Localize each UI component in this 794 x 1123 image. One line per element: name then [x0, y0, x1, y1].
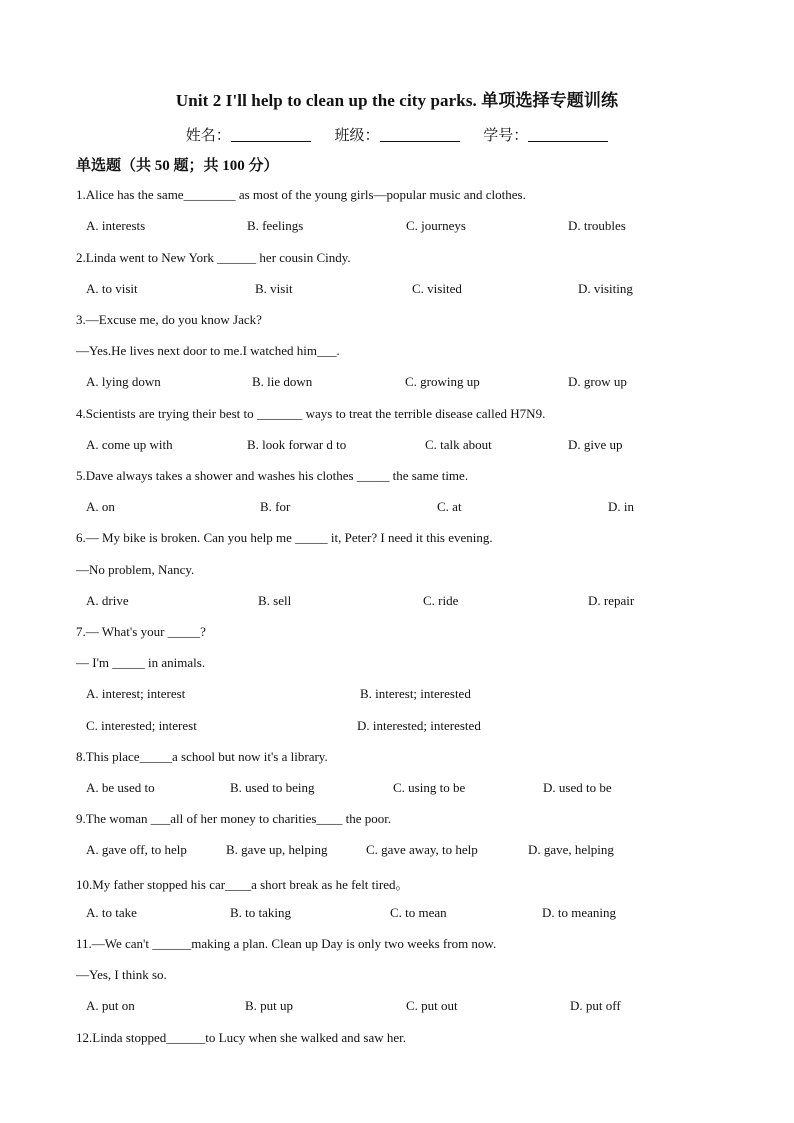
- q6-option-d: D. repair: [588, 593, 635, 608]
- id-blank[interactable]: [528, 127, 608, 142]
- student-info-row: [0, 124, 794, 145]
- id-label: 学号：: [483, 128, 529, 144]
- page-title: Unit 2 I'll help to clean up the city parks. 单项选择专题训练: [175, 91, 619, 110]
- q2-option-a: A. to visit: [86, 281, 138, 296]
- q5-option-b: B. for: [260, 499, 291, 514]
- question-1-stem: 1.Alice has the same________ as most of the young girls—popular music and clothes.: [76, 187, 526, 202]
- q9-option-d: D. gave, helping: [528, 842, 614, 857]
- q1-option-a: A. interests: [86, 218, 146, 233]
- q9-option-a: A. gave off, to help: [86, 842, 187, 857]
- q8-option-d: D. used to be: [543, 780, 612, 795]
- q1-option-c: C. journeys: [406, 218, 466, 233]
- question-2-stem: 2.Linda went to New York ______ her cousin Cindy.: [76, 250, 351, 265]
- class-label: 班级：: [334, 128, 380, 144]
- q4-option-b: B. look forwar d to: [247, 437, 347, 452]
- question-7-stem-line2: — I'm _____ in animals.: [76, 655, 206, 670]
- question-5-stem: 5.Dave always takes a shower and washes his clothes _____ the same time.: [76, 468, 469, 483]
- id-field: [483, 128, 608, 144]
- q1-option-d: D. troubles: [568, 218, 626, 233]
- q8-option-c: C. using to be: [393, 780, 466, 795]
- name-blank[interactable]: [231, 127, 311, 142]
- q6-option-b: B. sell: [258, 593, 292, 608]
- q11-option-a: A. put on: [86, 998, 135, 1013]
- question-6-stem-line2: —No problem, Nancy.: [76, 562, 195, 577]
- q3-option-d: D. grow up: [568, 374, 627, 389]
- class-blank[interactable]: [380, 127, 460, 142]
- question-7-stem: 7.— What's your _____?: [76, 624, 206, 639]
- q10-option-d: D. to meaning: [542, 905, 617, 920]
- q2-option-d: D. visiting: [578, 281, 633, 296]
- q7-option-c: C. interested; interest: [86, 718, 197, 733]
- q7-option-a: A. interest; interest: [86, 686, 186, 701]
- q2-option-b: B. visit: [255, 281, 293, 296]
- q10-option-c: C. to mean: [390, 905, 447, 920]
- q10-option-a: A. to take: [86, 905, 137, 920]
- q8-option-b: B. used to being: [230, 780, 315, 795]
- name-label: 姓名：: [185, 128, 231, 144]
- q3-option-c: C. growing up: [405, 374, 480, 389]
- q8-option-a: A. be used to: [86, 780, 155, 795]
- q11-option-d: D. put off: [570, 998, 621, 1013]
- q7-option-d: D. interested; interested: [357, 718, 481, 733]
- question-9-stem: 9.The woman ___all of her money to charities____ the poor.: [76, 811, 392, 826]
- q4-option-a: A. come up with: [86, 437, 173, 452]
- question-3-stem-line2: —Yes.He lives next door to me.I watched him___.: [76, 343, 340, 358]
- q6-option-a: A. drive: [86, 593, 129, 608]
- question-12-stem: 12.Linda stopped______to Lucy when she walked and saw her.: [76, 1030, 406, 1045]
- q9-option-b: B. gave up, helping: [226, 842, 328, 857]
- q9-option-c: C. gave away, to help: [366, 842, 478, 857]
- question-11-stem: 11.—We can't ______making a plan. Clean up Day is only two weeks from now.: [76, 936, 497, 951]
- section-heading: 单选题（共 50 题；共 100 分）: [76, 158, 279, 174]
- question-8-stem: 8.This place_____a school but now it's a library.: [76, 749, 328, 764]
- question-10-stem: 10.My father stopped his car____a short break as he felt tired。: [76, 877, 409, 892]
- q11-option-b: B. put up: [245, 998, 294, 1013]
- question-3-stem: 3.—Excuse me, do you know Jack?: [76, 312, 262, 327]
- q5-option-d: D. in: [608, 499, 634, 514]
- question-4-stem: 4.Scientists are trying their best to _______ ways to treat the terrible disease called H7N9.: [76, 406, 546, 421]
- q4-option-d: D. give up: [568, 437, 623, 452]
- q11-option-c: C. put out: [406, 998, 458, 1013]
- q3-option-b: B. lie down: [252, 374, 313, 389]
- q5-option-c: C. at: [437, 499, 462, 514]
- question-11-stem-line2: —Yes, I think so.: [76, 967, 167, 982]
- q6-option-c: C. ride: [423, 593, 459, 608]
- name-field: [186, 128, 311, 144]
- q7-option-b: B. interest; interested: [360, 686, 471, 701]
- q10-option-b: B. to taking: [230, 905, 292, 920]
- q4-option-c: C. talk about: [425, 437, 492, 452]
- class-field: [334, 128, 459, 144]
- q2-option-c: C. visited: [412, 281, 462, 296]
- q1-option-b: B. feelings: [247, 218, 304, 233]
- question-6-stem: 6.— My bike is broken. Can you help me _____ it, Peter? I need it this evening.: [76, 530, 493, 545]
- q3-option-a: A. lying down: [86, 374, 161, 389]
- q5-option-a: A. on: [86, 499, 115, 514]
